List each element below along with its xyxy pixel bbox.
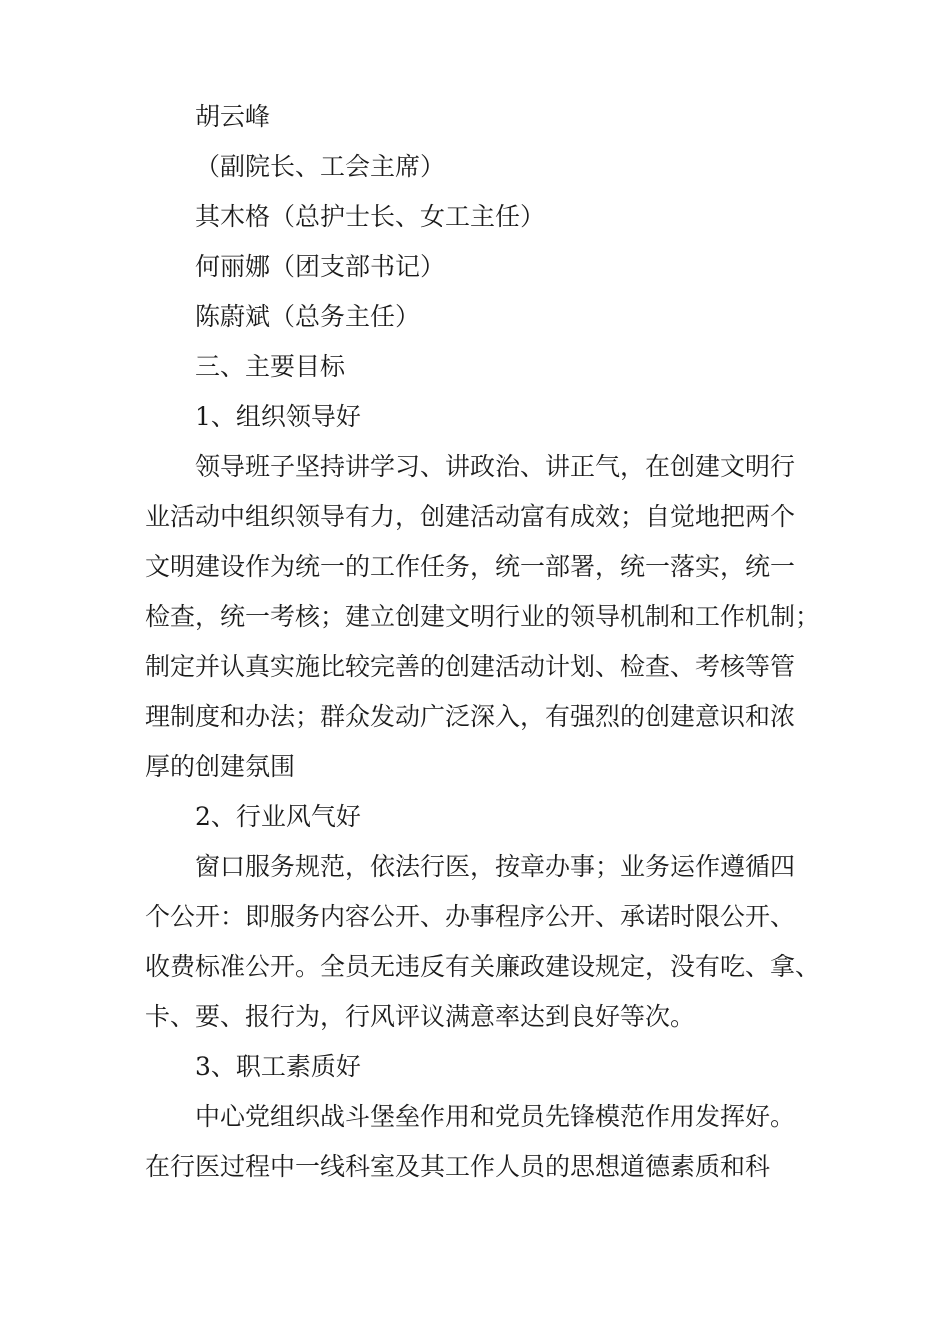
paragraph-line: 窗口服务规范，依法行医，按章办事；业务运作遵循四 [195,852,796,881]
paragraph-line: 文明建设作为统一的工作任务，统一部署，统一落实，统一 [145,552,796,581]
paragraph-line: 厚的创建氛围 [145,752,296,781]
member-line: 其木格（总护士长、女工主任） [195,202,546,231]
paragraph-line: 领导班子坚持讲学习、讲政治、讲正气，在创建文明行 [195,452,796,481]
goal-title: 1、组织领导好 [195,402,361,431]
goal-title: 3、职工素质好 [195,1052,361,1081]
member-line: 陈蔚斌（总务主任） [195,302,421,331]
paragraph-line: 在行医过程中一线科室及其工作人员的思想道德素质和科 [145,1152,771,1181]
paragraph-line: 业活动中组织领导有力，创建活动富有成效；自觉地把两个 [145,502,796,531]
member-line: 何丽娜（团支部书记） [195,252,446,281]
paragraph-line: 制定并认真实施比较完善的创建活动计划、检查、考核等管 [145,652,796,681]
goal-title: 2、行业风气好 [195,802,361,831]
paragraph-line: 中心党组织战斗堡垒作用和党员先锋模范作用发挥好。 [195,1102,796,1131]
paragraph-line: 收费标准公开。全员无违反有关廉政建设规定，没有吃、拿、 [145,952,821,981]
paragraph-line: 个公开：即服务内容公开、办事程序公开、承诺时限公开、 [145,902,796,931]
paragraph-line: 理制度和办法；群众发动广泛深入，有强烈的创建意识和浓 [145,702,796,731]
member-name-line: 胡云峰 [195,102,271,131]
paragraph-line: 检查，统一考核；建立创建文明行业的领导机制和工作机制； [145,602,821,631]
paragraph-line: 卡、要、报行为，行风评议满意率达到良好等次。 [145,1002,696,1031]
member-title-line: （副院长、工会主席） [195,152,446,181]
section-heading: 三、主要目标 [195,352,346,381]
